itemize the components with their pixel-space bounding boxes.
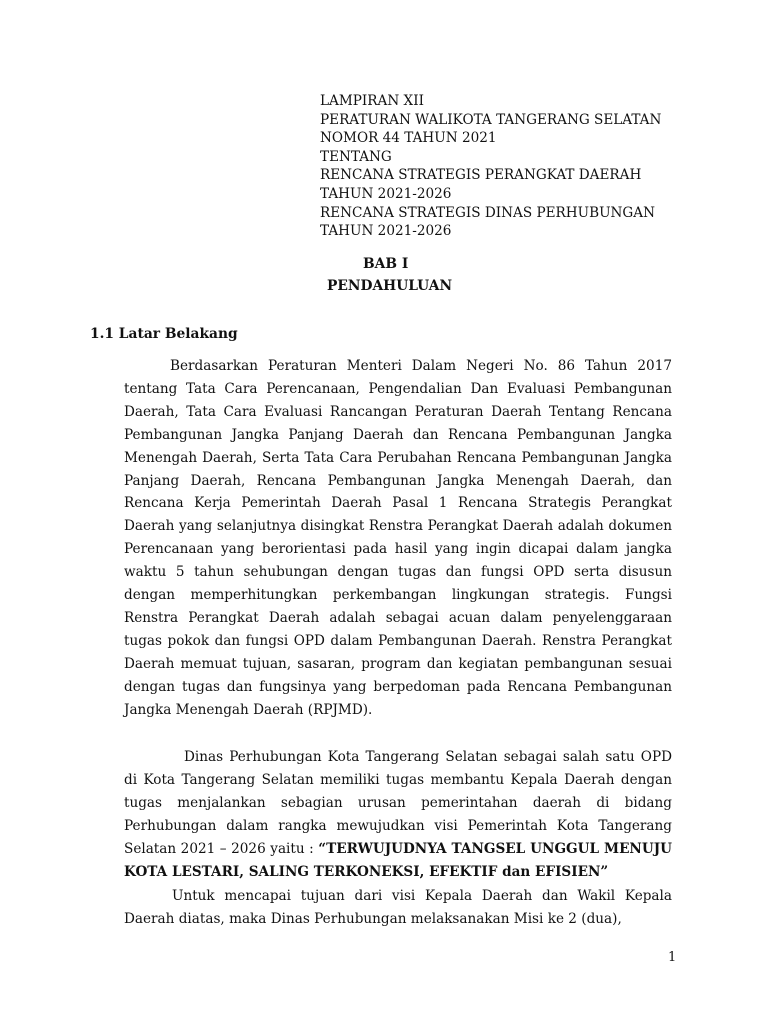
header-line-6: TAHUN 2021-2026 (320, 185, 452, 202)
header-line-1: LAMPIRAN XII (320, 93, 424, 109)
attachment-header (320, 92, 740, 241)
header-line-8: TAHUN 2021-2026 (320, 223, 452, 240)
paragraph-1: Berdasarkan Peraturan Menteri Dalam Negeri No. 86 Tahun 2017 tentang Tata Cara Perencanaan, Pengendalian Dan Evaluasi Pembangunan Daerah, Tata Cara Evaluasi Rancangan Peraturan Daerah Tentang Rencana Pembangunan Jangka Panjang Daerah dan Rencana Pembangunan Jangka Menengah Daerah, Serta Tata Cara Perubahan Rencana Pembangunan Jangka Panjang Daerah, Rencana Pembangunan Jangka Menengah Daerah, dan Rencana Kerja Pemerintah Daerah Pasal 1 Rencana Strategis Perangkat Daerah yang selanjutnya disingkat Renstra Perangkat Daerah adalah dokumen Perencanaan yang berorientasi pada hasil yang ingin dicapai dalam jangka waktu 5 tahun sehubungan dengan tugas dan fungsi OPD serta disusun dengan memperhitungkan perkembangan lingkungan strategis. Fungsi Renstra Perangkat Daerah adalah sebagai acuan dalam penyelenggaraan tugas pokok dan fungsi OPD dalam Pembangunan Daerah. Renstra Perangkat Daerah memuat tujuan, sasaran, program dan kegiatan pembangunan sesuai dengan tugas dan fungsinya yang berpedoman pada Rencana Pembangunan Jangka Menengah Daerah (RPJMD). (124, 358, 672, 718)
header-line-7: RENCANA STRATEGIS DINAS PERHUBUNGAN (320, 204, 655, 221)
page-number: 1 (668, 950, 677, 965)
header-line-4: TENTANG (320, 148, 392, 165)
vision-statement: “TERWUJUDNYA TANGSEL UNGGUL MENUJU KOTA LESTARI, SALING TERKONEKSI, EFEKTIF dan EFISIEN” (124, 840, 672, 880)
paragraph-2 (124, 746, 672, 883)
section-title: 1.1 Latar Belakang (90, 326, 238, 342)
chapter-number: BAB I (363, 256, 409, 272)
header-line-5: RENCANA STRATEGIS PERANGKAT DAERAH (320, 167, 642, 184)
header-line-2: PERATURAN WALIKOTA TANGERANG SELATAN (320, 111, 662, 128)
chapter-title: PENDAHULUAN (327, 278, 453, 294)
paragraph-2-text: Dinas Perhubungan Kota Tangerang Selatan sebagai salah satu OPD di Kota Tangerang Selatan memiliki tugas membantu Kepala Daerah dengan tugas menjalankan sebagian urusan pemerintahan daerah di bidang Perhubungan dalam rangka mewujudkan visi Pemerintah Kota Tangerang Selatan 2021 – 2026 yaitu : (124, 749, 672, 857)
header-line-3: NOMOR 44 TAHUN 2021 (320, 130, 497, 147)
paragraph-3: Untuk mencapai tujuan dari visi Kepala Daerah dan Wakil Kepala Daerah diatas, maka Dinas Perhubungan melaksanakan Misi ke 2 (dua), (124, 888, 672, 927)
